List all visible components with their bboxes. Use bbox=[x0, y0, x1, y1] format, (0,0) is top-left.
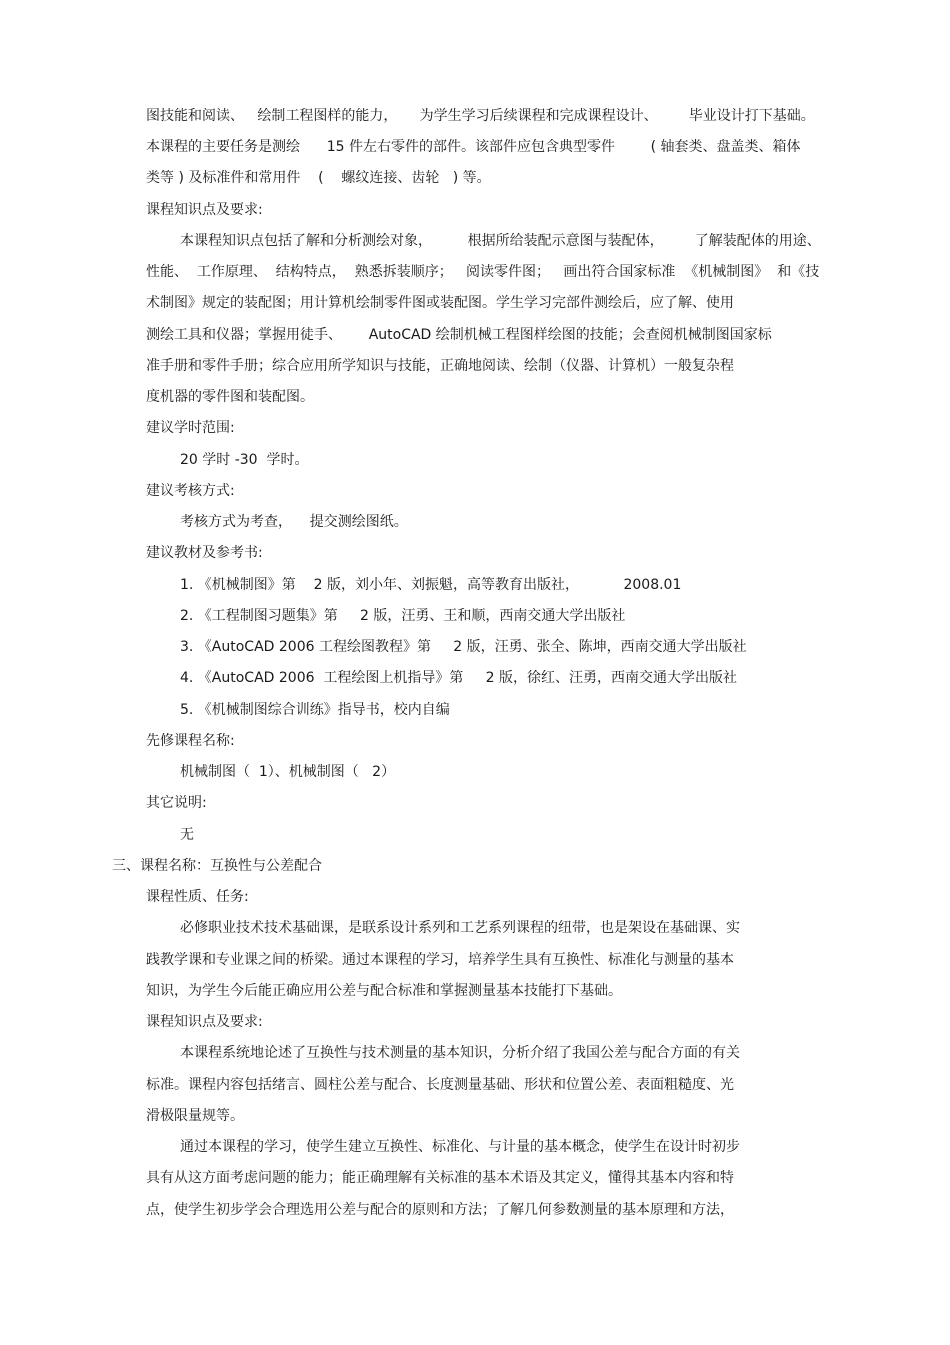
section-heading: 建议学时范围: bbox=[146, 420, 235, 436]
paragraph-line: 本课程系统地论述了互换性与技术测量的基本知识，分析介绍了我国公差与配合方面的有关 bbox=[180, 1045, 740, 1061]
paragraph-line: 术制图》规定的装配图；用计算机绘制零件图或装配图。学生学习完部件测绘后，应了解、使用 bbox=[146, 295, 734, 311]
paragraph-line: 机械制图（ 1）、机械制图（ 2） bbox=[180, 764, 396, 780]
paragraph-line: 测绘工具和仪器；掌握用徒手、 AutoCAD 绘制机械工程图样绘图的技能；会查阅机械制图国家标 bbox=[146, 327, 772, 343]
section-heading: 课程性质、任务: bbox=[146, 889, 249, 905]
section-heading: 建议考核方式: bbox=[146, 483, 235, 499]
section-heading: 课程知识点及要求: bbox=[146, 202, 263, 218]
paragraph-line: 标准。课程内容包括绪言、圆柱公差与配合、长度测量基础、形状和位置公差、表面粗糙度、光 bbox=[146, 1077, 734, 1093]
paragraph-line: 考核方式为考查， 提交测绘图纸。 bbox=[180, 514, 408, 530]
paragraph-line: 图技能和阅读、 绘制工程图样的能力， 为学生学习后续课程和完成课程设计、 毕业设计打下基础。 bbox=[146, 108, 815, 124]
paragraph-line: 践教学课和专业课之间的桥梁。通过本课程的学习，培养学生具有互换性、标准化与测量的基本 bbox=[146, 952, 734, 968]
paragraph-line: 20 学时 -30 学时。 bbox=[180, 452, 309, 468]
course-title: 三、课程名称：互换性与公差配合 bbox=[112, 858, 322, 874]
reference-item: 5. 《机械制图综合训练》指导书，校内自编 bbox=[180, 702, 450, 718]
paragraph-line: 本课程的主要任务是测绘 15 件左右零件的部件。该部件应包含典型零件 ( 轴套类、盘盖类、箱体 bbox=[146, 139, 801, 155]
paragraph-line: 类等 ) 及标准件和常用件 ( 螺纹连接、齿轮 ) 等。 bbox=[146, 170, 491, 186]
section-heading: 课程知识点及要求: bbox=[146, 1014, 263, 1030]
paragraph-line: 性能、 工作原理、 结构特点， 熟悉拆装顺序； 阅读零件图； 画出符合国家标准 《机械制图》 和《技 bbox=[146, 264, 820, 280]
reference-item: 1. 《机械制图》第 2 版，刘小年、刘振魁，高等教育出版社， 2008.01 bbox=[180, 577, 682, 593]
paragraph-line: 无 bbox=[180, 827, 194, 843]
paragraph-line: 知识，为学生今后能正确应用公差与配合标准和掌握测量基本技能打下基础。 bbox=[146, 983, 622, 999]
paragraph-line: 本课程知识点包括了解和分析测绘对象， 根据所给装配示意图与装配体， 了解装配体的用途、 bbox=[180, 233, 821, 249]
section-heading: 先修课程名称: bbox=[146, 733, 235, 749]
paragraph-line: 滑极限量规等。 bbox=[146, 1108, 244, 1124]
paragraph-line: 具有从这方面考虑问题的能力；能正确理解有关标准的基本术语及其定义，懂得其基本内容和特 bbox=[146, 1170, 734, 1186]
paragraph-line: 准手册和零件手册；综合应用所学知识与技能，正确地阅读、绘制（仪器、计算机）一般复杂程 bbox=[146, 358, 734, 374]
paragraph-line: 必修职业技术技术基础课，是联系设计系列和工艺系列课程的纽带，也是架设在基础课、实 bbox=[180, 920, 740, 936]
section-heading: 建议教材及参考书: bbox=[146, 545, 263, 561]
reference-item: 3. 《AutoCAD 2006 工程绘图教程》第 2 版，汪勇、张全、陈坤，西南交通大学出版社 bbox=[180, 639, 747, 655]
paragraph-line: 度机器的零件图和装配图。 bbox=[146, 389, 314, 405]
reference-item: 2. 《工程制图习题集》第 2 版，汪勇、王和顺，西南交通大学出版社 bbox=[180, 608, 626, 624]
paragraph-line: 点，使学生初步学会合理选用公差与配合的原则和方法；了解几何参数测量的基本原理和方法， bbox=[146, 1202, 734, 1218]
reference-item: 4. 《AutoCAD 2006 工程绘图上机指导》第 2 版，徐红、汪勇，西南交通大学出版社 bbox=[180, 670, 738, 686]
paragraph-line: 通过本课程的学习，使学生建立互换性、标准化、与计量的基本概念，使学生在设计时初步 bbox=[180, 1139, 740, 1155]
section-heading: 其它说明: bbox=[146, 795, 207, 811]
